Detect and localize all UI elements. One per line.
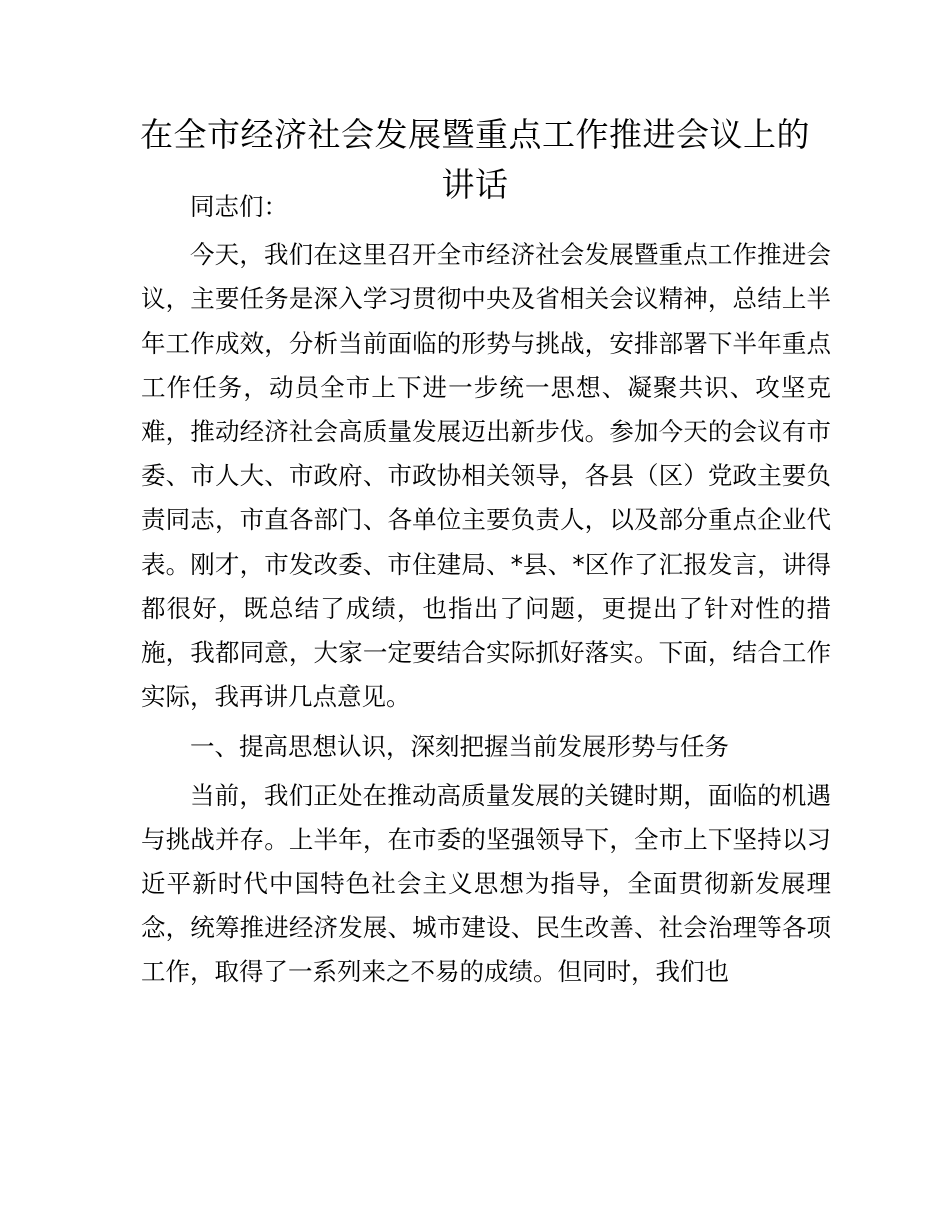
salutation: 同志们： xyxy=(190,192,288,221)
paragraph-opening: 今天，我们在这里召开全市经济社会发展暨重点工作推进会议，主要任务是深入学习贯彻中央及省相关会议精神，总结上半年工作成效，分析当前面临的形势与挑战，安排部署下半年重点工作任务，动员全市上下进一步统一思想、凝聚共识、攻坚克难，推动经济社会高质量发展迈出新步伐。参加今天的会议有市委、市人大、市政府、市政协相关领导，各县（区）党政主要负责同志，市直各部门、各单位主要负责人，以及部分重点企业代表。刚才，市发改委、市住建局、*县、*区作了汇报发言，讲得都很好，既总结了成绩，也指出了问题，更提出了针对性的措施，我都同意，大家一定要结合实际抓好落实。下面，结合工作实际，我再讲几点意见。 xyxy=(141,240,831,712)
section-heading: 一、提高思想认识，深刻把握当前发展形势与任务 xyxy=(190,732,729,762)
title-line-1: 在全市经济社会发展暨重点工作推进会议上的 xyxy=(140,115,810,154)
document-body xyxy=(141,185,831,1001)
paragraph-situation: 当前，我们正处在推动高质量发展的关键时期，面临的机遇与挑战并存。上半年，在市委的坚强领导下，全市上下坚持以习近平新时代中国特色社会主义思想为指导，全面贯彻新发展理念，统筹推进经济发展、城市建设、民生改善、社会治理等各项工作，取得了一系列来之不易的成绩。但同时，我们也 xyxy=(141,780,831,987)
title-line-2: 讲话 xyxy=(441,165,509,204)
